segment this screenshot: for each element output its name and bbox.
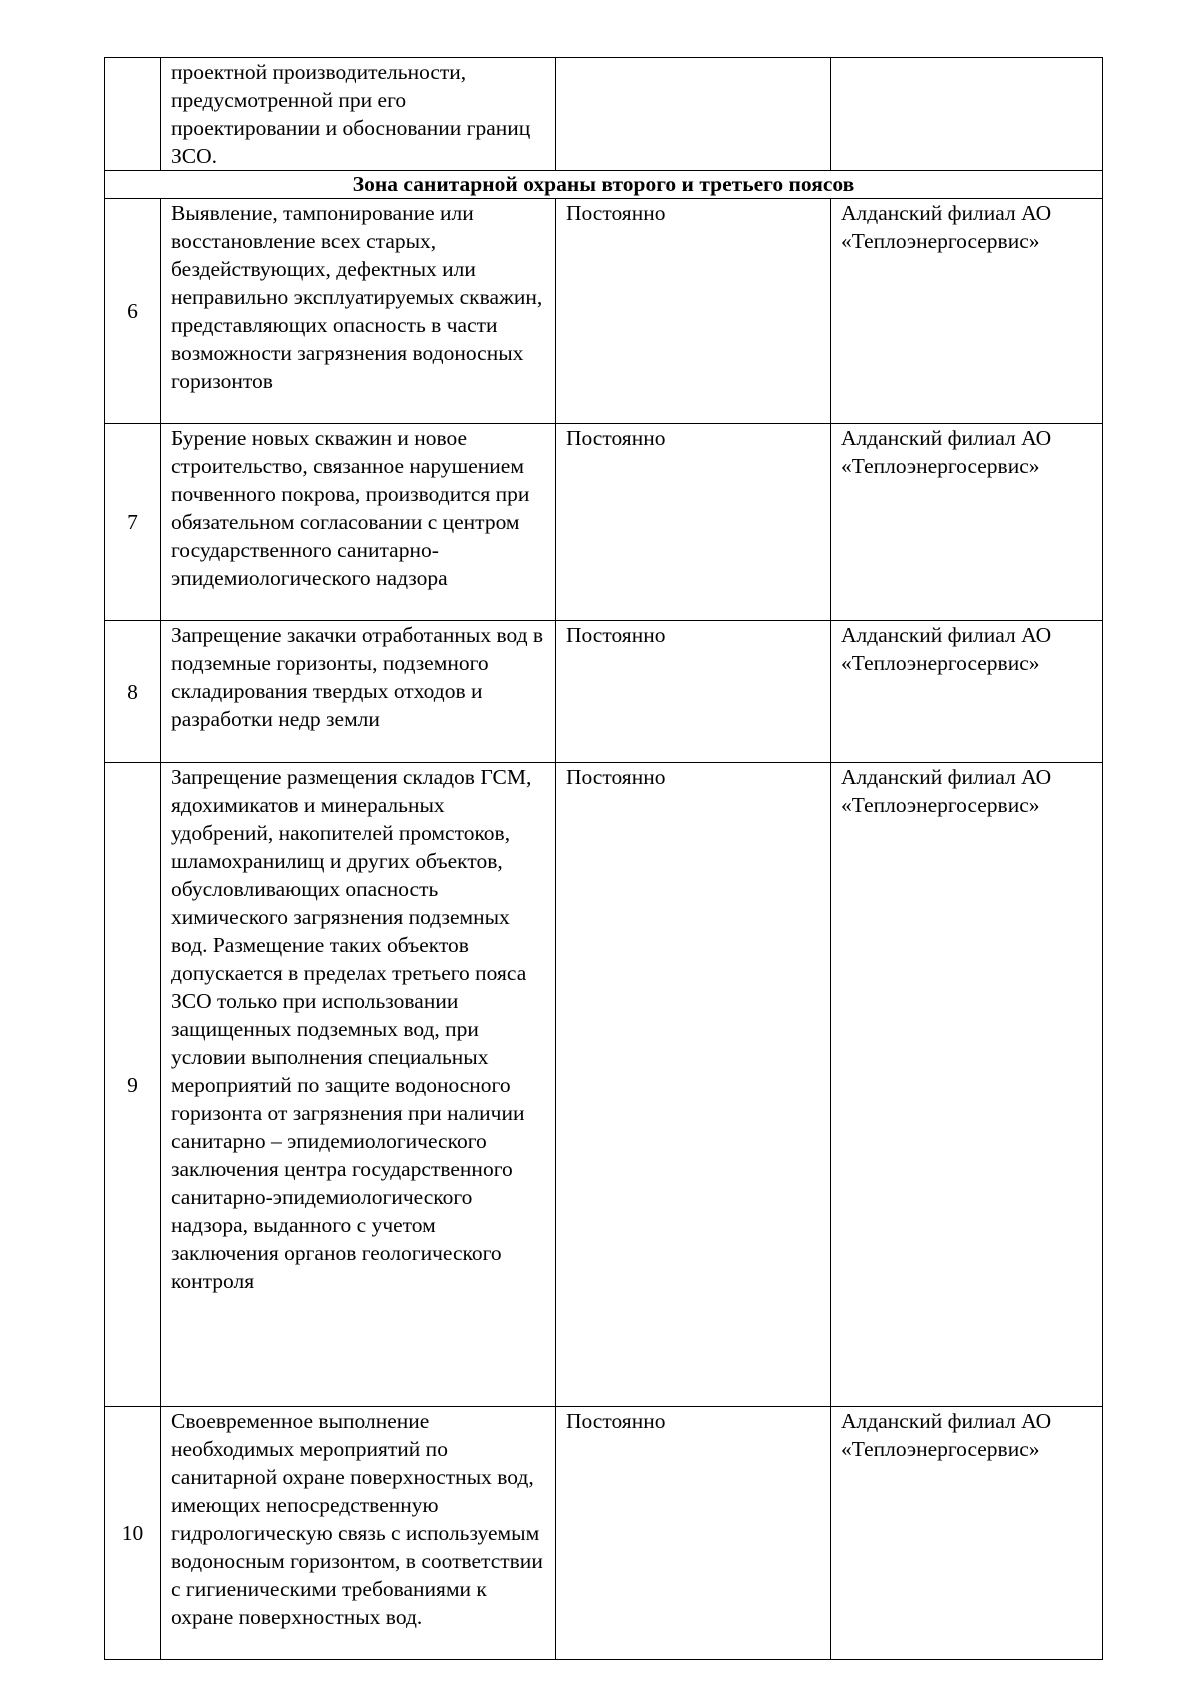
responsible-cell	[831, 58, 1103, 171]
responsible-cell: Алданский филиал АО «Теплоэнергосервис»	[831, 424, 1103, 621]
table-row	[105, 1407, 1103, 1660]
section-title: Зона санитарной охраны второго и третьего поясов	[105, 171, 1103, 199]
table-row	[105, 199, 1103, 424]
responsible-cell: Алданский филиал АО «Теплоэнергосервис»	[831, 1407, 1103, 1660]
row-number-cell	[105, 58, 161, 171]
row-number-cell: 7	[105, 424, 161, 621]
term-cell: Постоянно	[556, 424, 831, 621]
term-cell: Постоянно	[556, 1407, 831, 1660]
row-number-cell: 8	[105, 621, 161, 763]
responsible-cell: Алданский филиал АО «Теплоэнергосервис»	[831, 621, 1103, 763]
measures-table	[104, 57, 1103, 1660]
responsible-cell: Алданский филиал АО «Теплоэнергосервис»	[831, 199, 1103, 424]
term-cell	[556, 58, 831, 171]
measure-cell: Запрещение закачки отработанных вод в подземные горизонты, подземного складирования твердых отходов и разработки недр земли	[161, 621, 556, 763]
measure-cell: Запрещение размещения складов ГСМ, ядохимикатов и минеральных удобрений, накопителей промстоков, шламохранилищ и других объектов, обусловливающих опасность химического загрязнения подземных вод. Размещение таких объектов допускается в пределах третьего пояса ЗСО только при использовании защищенных подземных вод, при условии выполнения специальных мероприятий по защите водоносного горизонта от загрязнения при наличии санитарно – эпидемиологического заключения центра государственного санитарно-эпидемиологического надзора, выданного с учетом заключения органов геологического контроля	[161, 763, 556, 1407]
section-header-row	[105, 171, 1103, 199]
measure-cell: Своевременное выполнение необходимых мероприятий по санитарной охране поверхностных вод, имеющих непосредственную гидрологическую связь с используемым водоносным горизонтом, в соответствии с гигиеническими требованиями к охране поверхностных вод.	[161, 1407, 556, 1660]
table-row	[105, 424, 1103, 621]
table-row	[105, 621, 1103, 763]
responsible-cell: Алданский филиал АО «Теплоэнергосервис»	[831, 763, 1103, 1407]
row-number-cell: 6	[105, 199, 161, 424]
measure-cell: Бурение новых скважин и новое строительство, связанное нарушением почвенного покрова, производится при обязательном согласовании с центром государственного санитарно-эпидемиологического надзора	[161, 424, 556, 621]
measure-cell: проектной производительности, предусмотренной при его проектировании и обосновании границ ЗСО.	[161, 58, 556, 171]
term-cell: Постоянно	[556, 199, 831, 424]
table-row	[105, 763, 1103, 1407]
row-number-cell: 9	[105, 763, 161, 1407]
table-row-continuation	[105, 58, 1103, 171]
term-cell: Постоянно	[556, 763, 831, 1407]
term-cell: Постоянно	[556, 621, 831, 763]
row-number-cell: 10	[105, 1407, 161, 1660]
measure-cell: Выявление, тампонирование или восстановление всех старых, бездействующих, дефектных или неправильно эксплуатируемых скважин, представляющих опасность в части возможности загрязнения водоносных горизонтов	[161, 199, 556, 424]
